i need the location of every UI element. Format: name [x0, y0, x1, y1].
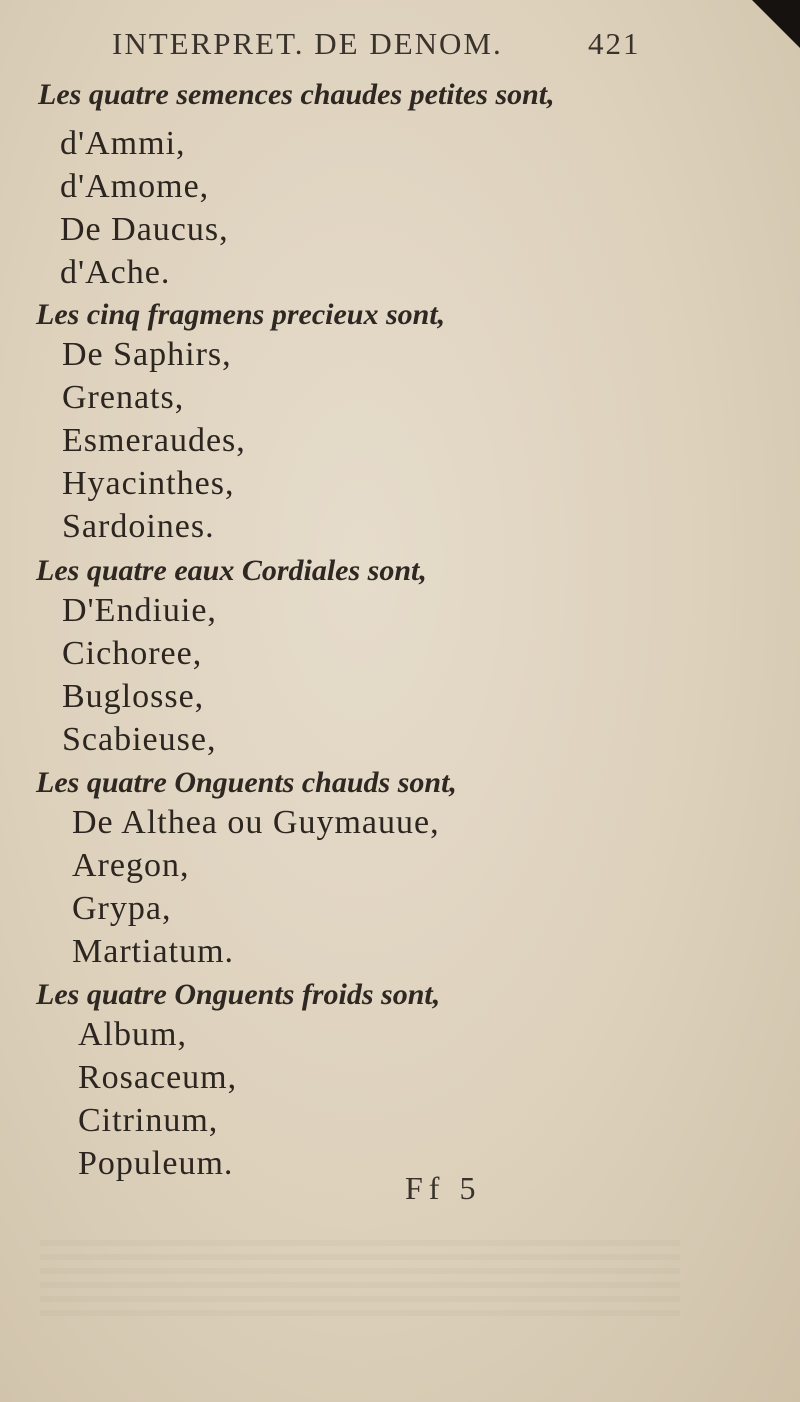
show-through-texture — [40, 1240, 680, 1320]
list-item: D'Endiuie, — [62, 592, 217, 629]
list-item: De Saphirs, — [62, 336, 232, 373]
section-heading: Les quatre Onguents chauds sont, — [36, 766, 457, 799]
list-item: Grenats, — [62, 379, 185, 416]
list-item: d'Amome, — [60, 168, 210, 205]
list-item: Populeum. — [78, 1145, 234, 1182]
section-heading: Les quatre semences chaudes petites sont, — [38, 78, 555, 111]
list-item: Martiatum. — [72, 933, 235, 970]
list-item: d'Ache. — [60, 254, 171, 291]
list-item: Cichoree, — [62, 635, 203, 672]
list-item: Aregon, — [72, 847, 190, 884]
list-item: Album, — [78, 1016, 187, 1053]
list-item: De Althea ou Guymauue, — [72, 804, 440, 841]
section-heading: Les quatre Onguents froids sont, — [36, 978, 441, 1011]
signature-mark: Ff 5 — [405, 1170, 482, 1206]
list-item: Esmeraudes, — [62, 422, 246, 459]
section-heading: Les quatre eaux Cordiales sont, — [36, 554, 427, 587]
list-item: Citrinum, — [78, 1102, 219, 1139]
list-item: Buglosse, — [62, 678, 205, 715]
list-item: Hyacinthes, — [62, 465, 235, 502]
list-item: Rosaceum, — [78, 1059, 238, 1096]
list-item: Grypa, — [72, 890, 172, 927]
list-item: De Daucus, — [60, 211, 229, 248]
list-item: Sardoines. — [62, 508, 215, 545]
list-item: Scabieuse, — [62, 721, 217, 758]
running-title: INTERPRET. DE DENOM. — [112, 26, 503, 61]
section-heading: Les cinq fragmens precieux sont, — [36, 298, 446, 331]
list-item: d'Ammi, — [60, 125, 186, 162]
page-number: 421 — [588, 26, 641, 61]
